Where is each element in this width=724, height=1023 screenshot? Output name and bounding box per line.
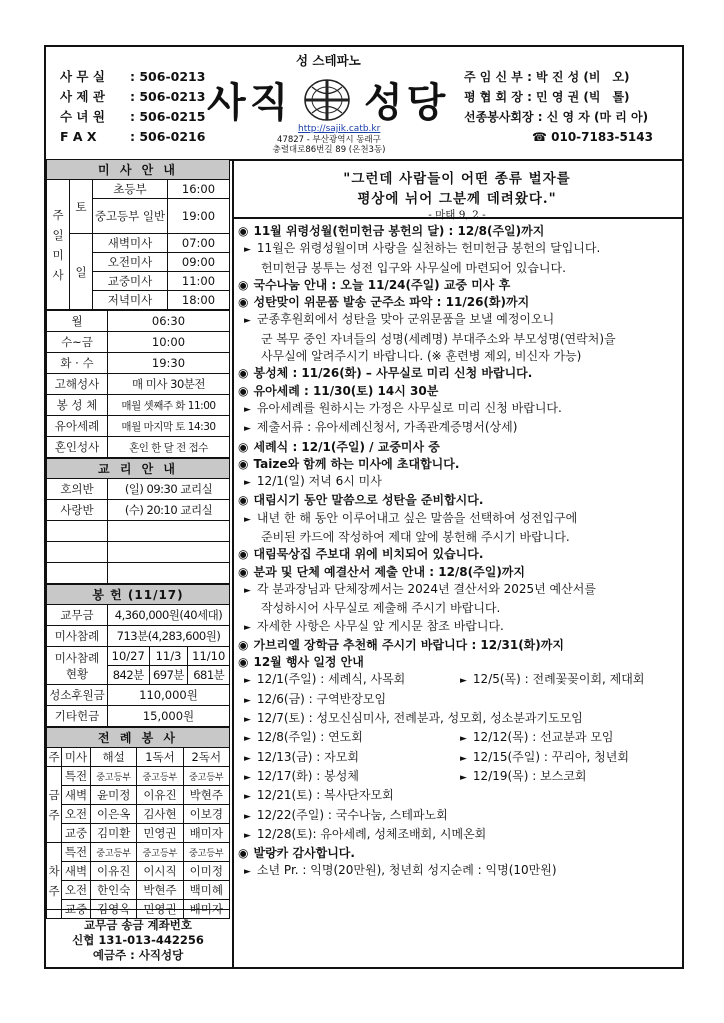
liturgy-cell: 윤미정 — [91, 786, 137, 805]
quote-line: 평상에 뉘어 그분께 데려왔다." — [357, 191, 557, 207]
education-table — [46, 458, 230, 584]
offering-value: 110,000원 — [108, 685, 230, 706]
schedule-row: ► 12/17(화) : 봉성체 ► 12/19(목) : 보스코회 — [244, 768, 587, 783]
liturgy-cell: 새벽 — [62, 862, 91, 881]
sacrament-label: 고해성사 — [47, 374, 108, 395]
staff-president: 평 협 회 장 : 민 영 권 (빅 톨) — [464, 90, 630, 104]
announcement-continuation: 작성하시어 사무실로 제출해 주시기 바랍니다. — [261, 601, 501, 616]
liturgy-cell: 박현주 — [137, 881, 183, 900]
bullet-icon: ◉ — [238, 366, 249, 381]
arrow-icon: ► — [244, 316, 251, 327]
liturgy-section-title: 전 례 봉 사 — [47, 728, 230, 748]
arrow-icon: ► — [244, 424, 251, 435]
announcement-item: ► 각 분과장님과 단체장께서는 2024년 결산서와 2025년 예산서를 — [244, 581, 596, 596]
liturgy-head: 2독서 — [183, 748, 229, 767]
liturgy-cell: 중고등부 — [183, 843, 229, 862]
weekday-label: 월 — [47, 311, 108, 332]
address-line: 47827 - 부산광역시 동래구 — [277, 135, 381, 145]
bullet-icon: ◉ — [238, 439, 249, 454]
mass-time: 09:00 — [168, 253, 230, 272]
contact-value: : 506-0216 — [130, 129, 206, 144]
contact-list — [60, 67, 205, 147]
left-column — [46, 159, 234, 967]
attendance-count: 697분 — [149, 666, 188, 685]
empty-cell — [47, 563, 108, 584]
church-title-right: 성당 — [364, 80, 450, 126]
liturgy-cell: 교중 — [62, 900, 91, 919]
bullet-icon: ◉ — [238, 493, 249, 508]
announcement-item: ► 12/7(토) : 성모신심미사, 전례분과, 성모회, 성소분과기도모임 — [244, 711, 583, 726]
arrow-icon: ► — [244, 734, 251, 745]
mass-name: 중고등부 일반 — [93, 199, 168, 234]
offering-value: 15,000원 — [108, 706, 230, 727]
gospel-quote — [232, 159, 682, 219]
liturgy-cell: 배미자 — [183, 824, 229, 843]
staff-funeral: 선종봉사회장 : 신 영 자 (마 리 아) — [464, 110, 649, 124]
arrow-icon: ► — [244, 622, 251, 633]
sacrament-info: 매 미사 30분전 — [108, 374, 230, 395]
announcement-item: ► 12/21(토) : 복사단자모회 — [244, 788, 394, 803]
bullet-icon: ◉ — [238, 224, 249, 238]
quote-line: "그런데 사람들이 어떤 종류 벌자를 — [343, 171, 571, 187]
arrow-icon: ► — [244, 404, 251, 415]
mass-time: 19:00 — [168, 199, 230, 234]
mass-time: 18:00 — [168, 291, 230, 310]
empty-cell — [108, 542, 230, 563]
liturgy-cell: 교중 — [62, 824, 91, 843]
liturgy-cell: 백미혜 — [183, 881, 229, 900]
offering-section-title: 봉 헌 (11/17) — [47, 585, 230, 605]
sacrament-info: 매월 셋째주 화 11:00 — [108, 395, 230, 416]
announcement-heading: ◉ 대림시기 동안 말씀으로 성탄을 준비합시다. — [238, 493, 484, 508]
offering-table — [46, 584, 230, 727]
liturgy-cell: 특전 — [62, 843, 91, 862]
offering-value: 4,360,000원(40세대) — [108, 605, 230, 626]
arrow-icon: ► — [460, 676, 467, 687]
liturgy-cell: 박현주 — [183, 786, 229, 805]
address-line: 충렬대로86번길 89 (온천3동) — [272, 145, 386, 155]
bank-account — [46, 909, 230, 967]
announcement-continuation: 헌미헌금 봉투는 성전 입구와 사무실에 마련되어 있습니다. — [261, 260, 566, 275]
bullet-icon: ◉ — [238, 547, 249, 562]
liturgy-cell: 민영권 — [137, 900, 183, 919]
arrow-icon: ► — [244, 772, 251, 783]
liturgy-cell: 김영옥 — [91, 900, 137, 919]
offering-label: 성소후원금 — [47, 685, 108, 706]
announcement-item: ► 군종후원회에서 성탄을 맞아 군위문품을 보낼 예정이오니 — [244, 312, 555, 327]
announcement-heading: ◉ 성탄맞이 위문품 발송 군주소 파악 : 11/26(화)까지 — [238, 295, 530, 310]
staff-list — [464, 67, 653, 147]
weekday-label: 수~금 — [47, 332, 108, 353]
schedule-row: ► 12/1(주일) : 세례식, 사목회 ► 12/5(목) : 전례꽃꽂이회, 제대회 — [244, 672, 645, 687]
announcement-item: ► 소년 Pr. : 익명(20만원), 청년회 성지순례 : 익명(10만원) — [244, 863, 557, 878]
mass-time: 11:00 — [168, 272, 230, 291]
liturgy-head: 주 — [47, 748, 62, 767]
class-time: (일) 09:30 교리실 — [108, 479, 230, 500]
announcement-item: ► 11월은 위령성월이며 사랑을 실천하는 헌미헌금 봉헌의 달입니다. — [244, 241, 601, 256]
liturgy-cell: 중고등부 — [91, 843, 137, 862]
weekday-time: 06:30 — [108, 311, 230, 332]
announcement-heading: ◉ 국수나눔 안내 : 오늘 11/24(주일) 교중 미사 후 — [238, 277, 511, 292]
announcement-item: ► 12/28(토): 유아세례, 성체조배회, 시메온회 — [244, 826, 487, 841]
church-logo-icon — [300, 77, 354, 127]
announcement-heading: ◉ 대림묵상집 주보대 위에 비치되어 있습니다. — [238, 547, 484, 562]
sacrament-info: 매월 마지막 토 14:30 — [108, 416, 230, 437]
week-label: 차 주 — [47, 843, 62, 919]
liturgy-cell: 오전 — [62, 805, 91, 824]
attendance-status-label: 미사참례 현황 — [47, 647, 108, 685]
arrow-icon: ► — [244, 792, 251, 803]
liturgy-head: 미사 — [62, 748, 91, 767]
attendance-count: 681분 — [188, 666, 230, 685]
quote-reference: - 마태 9, 2 - — [428, 209, 486, 221]
account-number: 신협 131-013-442256 — [72, 933, 204, 947]
mass-name: 교중미사 — [93, 272, 168, 291]
empty-cell — [108, 521, 230, 542]
arrow-icon: ► — [244, 811, 251, 822]
contact-label: 수 녀 원 — [60, 109, 105, 124]
contact-label: F A X — [60, 129, 97, 144]
empty-cell — [108, 563, 230, 584]
contact-row — [60, 107, 205, 127]
weekday-time: 10:00 — [108, 332, 230, 353]
weekday-label: 화 · 수 — [47, 353, 108, 374]
announcement-heading: ◉ 발랑카 감사합니다. — [238, 846, 355, 861]
mass-table — [46, 159, 230, 310]
liturgy-cell: 중고등부 — [137, 767, 183, 786]
weekday-mass-table — [46, 310, 230, 458]
announcement-heading: ◉ 세례식 : 12/1(주일) / 교중미사 중 — [238, 439, 440, 454]
announcement-item: ► 유아세례를 원하시는 가정은 사무실로 미리 신청 바랍니다. — [244, 400, 562, 415]
liturgy-cell: 이은옥 — [91, 805, 137, 824]
sacrament-label: 봉 성 체 — [47, 395, 108, 416]
liturgy-cell: 민영권 — [137, 824, 183, 843]
attendance-date: 11/3 — [149, 647, 188, 666]
offering-label: 기타헌금 — [47, 706, 108, 727]
offering-label: 미사참례 — [47, 626, 108, 647]
arrow-icon: ► — [244, 715, 251, 726]
arrow-icon: ► — [244, 676, 251, 687]
right-column — [232, 159, 682, 967]
mass-section-title: 미 사 안 내 — [47, 160, 230, 180]
announcement-item: ► 내년 한 해 동안 이루어내고 싶은 말씀을 선택하여 성전입구에 — [244, 510, 578, 525]
liturgy-head: 해설 — [91, 748, 137, 767]
contact-value: : 506-0215 — [130, 109, 206, 124]
bulletin-page — [44, 45, 684, 969]
arrow-icon: ► — [244, 585, 251, 596]
mass-name: 새벽미사 — [93, 234, 168, 253]
liturgy-cell: 중고등부 — [91, 767, 137, 786]
announcement-heading: ◉ 12월 행사 일정 안내 — [238, 655, 364, 670]
liturgy-cell: 김미환 — [91, 824, 137, 843]
education-section-title: 교 리 안 내 — [47, 459, 230, 479]
arrow-icon: ► — [244, 830, 251, 841]
mass-name: 저녁미사 — [93, 291, 168, 310]
announcement-continuation: 준비된 카드에 작성하여 제대 앞에 봉헌해 주시기 바랍니다. — [261, 530, 570, 545]
liturgy-cell: 이시직 — [137, 862, 183, 881]
schedule-row: ► 12/13(금) : 자모회 ► 12/15(주일) : 꾸리아, 청년회 — [244, 749, 629, 764]
announcement-heading: ◉ 봉성체 : 11/26(화) – 사무실로 미리 신청 바랍니다. — [238, 366, 533, 381]
liturgy-head: 1독서 — [137, 748, 183, 767]
contact-row — [60, 67, 205, 87]
bullet-icon: ◉ — [238, 564, 249, 579]
week-label: 금 주 — [47, 767, 62, 843]
arrow-icon: ► — [244, 245, 251, 256]
announcement-item: ► 자세한 사항은 사무실 앞 게시문 참조 바랍니다. — [244, 618, 504, 633]
announcement-item: ► 12/1(일) 저녁 6시 미사 — [244, 474, 382, 489]
empty-cell — [47, 521, 108, 542]
arrow-icon: ► — [244, 867, 251, 878]
arrow-icon: ► — [244, 514, 251, 525]
bullet-icon: ◉ — [238, 295, 249, 310]
sacrament-label: 유아세례 — [47, 416, 108, 437]
arrow-icon: ► — [244, 695, 251, 706]
liturgy-cell: 김사현 — [137, 805, 183, 824]
mass-name: 오전미사 — [93, 253, 168, 272]
mass-time: 07:00 — [168, 234, 230, 253]
offering-label: 교무금 — [47, 605, 108, 626]
contact-value: : 506-0213 — [130, 69, 206, 84]
bullet-icon: ◉ — [238, 456, 249, 471]
sacrament-label: 혼인성사 — [47, 437, 108, 458]
contact-row — [60, 87, 205, 107]
liturgy-cell: 한인숙 — [91, 881, 137, 900]
contact-label: 사 무 실 — [60, 69, 105, 84]
liturgy-cell: 특전 — [62, 767, 91, 786]
announcement-heading: ◉ 가브리엘 장학금 추천해 주시기 바랍니다 : 12/31(화)까지 — [238, 637, 564, 652]
bullet-icon: ◉ — [238, 846, 249, 861]
announcements — [232, 219, 682, 882]
class-name: 호의반 — [47, 479, 108, 500]
liturgy-cell: 이미정 — [183, 862, 229, 881]
announcement-continuation: 군 복무 중인 자녀들의 성명(세례명) 부대주소와 부모성명(연락처)을 — [261, 331, 616, 346]
empty-cell — [47, 542, 108, 563]
account-title: 교무금 송금 계좌번호 — [84, 918, 192, 932]
phone-number: ☎ 010-7183-5143 — [532, 130, 653, 144]
church-subtitle: 성 스테파노 — [296, 53, 361, 68]
website-link[interactable]: http://sajik.catb.kr — [298, 124, 381, 134]
sacrament-info: 혼인 한 달 전 접수 — [108, 437, 230, 458]
mass-name: 초등부 — [93, 180, 168, 199]
attendance-count: 842분 — [108, 666, 150, 685]
liturgy-cell: 배미자 — [183, 900, 229, 919]
class-time: (수) 20:10 교리실 — [108, 500, 230, 521]
header — [46, 47, 682, 161]
arrow-icon: ► — [244, 478, 251, 489]
bullet-icon: ◉ — [238, 637, 249, 652]
saturday-label: 토 — [70, 180, 93, 234]
offering-value: 713분(4,283,600원) — [108, 626, 230, 647]
class-name: 사랑반 — [47, 500, 108, 521]
announcement-item: ► 12/22(주일) : 국수나눔, 스테파노회 — [244, 807, 448, 822]
contact-row — [60, 127, 205, 147]
arrow-icon: ► — [460, 734, 467, 745]
liturgy-cell: 새벽 — [62, 786, 91, 805]
liturgy-cell: 이유진 — [91, 862, 137, 881]
bullet-icon: ◉ — [238, 277, 249, 292]
announcement-heading: ◉ 유아세례 : 11/30(토) 14시 30분 — [238, 383, 439, 398]
bullet-icon: ◉ — [238, 383, 249, 398]
sunday-label: 일 — [70, 234, 93, 310]
liturgy-cell: 이유진 — [137, 786, 183, 805]
contact-label: 사 제 관 — [60, 89, 105, 104]
announcement-heading: ◉ 11월 위령성월(헌미헌금 봉헌의 달) : 12/8(주일)까지 — [238, 224, 545, 238]
staff-pastor: 주 임 신 부 : 박 진 성 (비 오) — [464, 70, 630, 84]
liturgy-table — [46, 727, 230, 919]
weekday-time: 19:30 — [108, 353, 230, 374]
liturgy-cell: 중고등부 — [137, 843, 183, 862]
announcement-item: ► 제출서류 : 유아세례신청서, 가족관계증명서(상세) — [244, 420, 518, 435]
announcement-heading: ◉ Taize와 함께 하는 미사에 초대합니다. — [238, 456, 460, 471]
contact-value: : 506-0213 — [130, 89, 206, 104]
liturgy-cell: 이보경 — [183, 805, 229, 824]
arrow-icon: ► — [460, 753, 467, 764]
liturgy-cell: 중고등부 — [183, 767, 229, 786]
announcement-item: ► 12/6(금) : 구역반장모임 — [244, 691, 387, 706]
announcement-continuation: 사무실에 알려주시기 바랍니다. (※ 훈련병 제외, 비신자 가능) — [261, 349, 582, 364]
attendance-date: 10/27 — [108, 647, 150, 666]
bullet-icon: ◉ — [238, 655, 249, 670]
church-title-left: 사직 — [207, 80, 293, 126]
arrow-icon: ► — [244, 753, 251, 764]
mass-time: 16:00 — [168, 180, 230, 199]
liturgy-cell: 오전 — [62, 881, 91, 900]
sunday-mass-label: 주 일 미 사 — [47, 180, 70, 310]
announcement-heading: ◉ 분과 및 단체 예결산서 제출 안내 : 12/8(주일)까지 — [238, 564, 525, 579]
account-holder: 예금주 : 사직성당 — [92, 948, 184, 962]
attendance-date: 11/10 — [188, 647, 230, 666]
arrow-icon: ► — [460, 772, 467, 783]
address — [254, 135, 404, 155]
schedule-row: ► 12/8(주일) : 연도회 ► 12/12(목) : 선교분과 모임 — [244, 730, 614, 745]
